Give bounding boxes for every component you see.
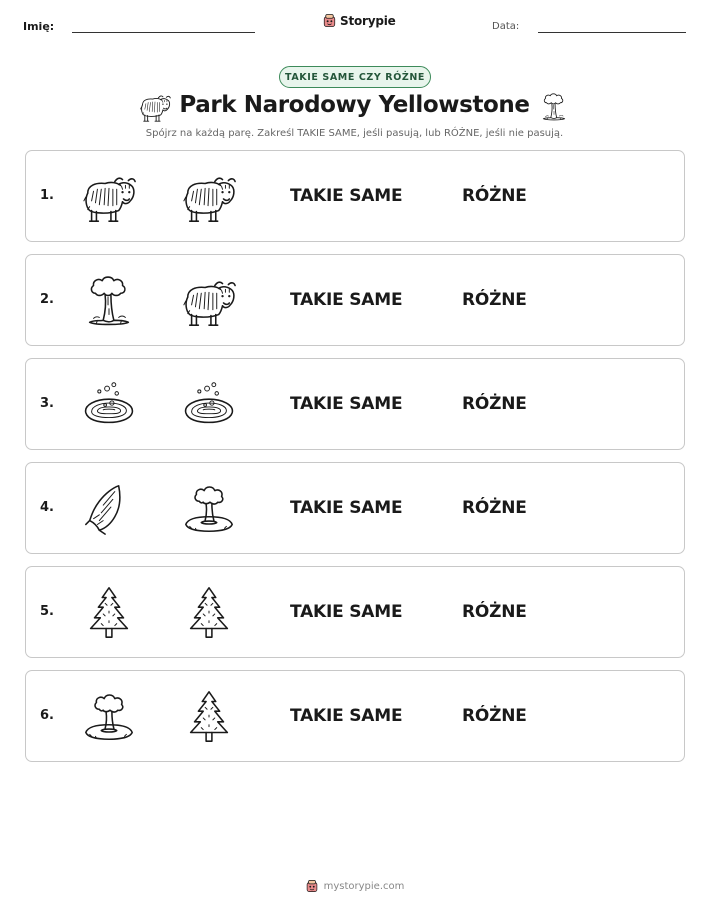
hot-spring-icon xyxy=(80,375,138,435)
arrowhead-icon xyxy=(80,479,138,539)
comparison-row xyxy=(25,254,685,346)
instructions: Spójrz na każdą parę. Zakreśl TAKIE SAME, jeśli pasują, lub RÓŻNE, jeśli nie pasują. xyxy=(145,128,564,139)
geyser-icon xyxy=(80,271,138,331)
geyser-icon xyxy=(538,90,570,124)
footer-site: mystorypie.com xyxy=(323,880,405,892)
name-label: Imię: xyxy=(23,20,55,33)
row-number: 2. xyxy=(40,292,54,307)
option-different[interactable]: RÓŻNE xyxy=(462,394,527,414)
bison-icon xyxy=(180,167,238,227)
bison-icon xyxy=(80,167,138,227)
option-different[interactable]: RÓŻNE xyxy=(462,602,527,622)
option-same[interactable]: TAKIE SAME xyxy=(290,602,403,622)
date-label: Data: xyxy=(492,21,520,32)
option-different[interactable]: RÓŻNE xyxy=(462,290,527,310)
geyser-hole-icon xyxy=(80,687,138,747)
row-number: 6. xyxy=(40,708,54,723)
pine-tree-icon xyxy=(180,583,238,643)
date-write-line[interactable] xyxy=(538,32,686,33)
option-same[interactable]: TAKIE SAME xyxy=(290,186,403,206)
option-same[interactable]: TAKIE SAME xyxy=(290,290,403,310)
page-title: Park Narodowy Yellowstone xyxy=(179,92,530,118)
worksheet-type-badge: TAKIE SAME CZY RÓŻNE xyxy=(279,66,431,88)
row-number: 3. xyxy=(40,396,54,411)
hot-spring-icon xyxy=(180,375,238,435)
footer xyxy=(0,879,709,893)
option-different[interactable]: RÓŻNE xyxy=(462,186,527,206)
option-same[interactable]: TAKIE SAME xyxy=(290,394,403,414)
row-number: 1. xyxy=(40,188,54,203)
geyser-hole-icon xyxy=(180,479,238,539)
storypie-logo-icon xyxy=(322,13,337,28)
comparison-row xyxy=(25,566,685,658)
option-different[interactable]: RÓŻNE xyxy=(462,498,527,518)
bison-icon xyxy=(180,271,238,331)
row-number: 5. xyxy=(40,604,54,619)
worksheet-header xyxy=(0,0,709,50)
comparison-rows xyxy=(25,150,685,774)
title-row xyxy=(0,90,709,126)
option-same[interactable]: TAKIE SAME xyxy=(290,706,403,726)
pine-tree-icon xyxy=(80,583,138,643)
brand-logo xyxy=(322,13,396,28)
storypie-logo-icon xyxy=(305,879,319,893)
option-same[interactable]: TAKIE SAME xyxy=(290,498,403,518)
comparison-row xyxy=(25,670,685,762)
pine-tree-icon xyxy=(180,687,238,747)
brand-name: Storypie xyxy=(340,13,396,28)
name-write-line[interactable] xyxy=(72,32,255,33)
comparison-row xyxy=(25,150,685,242)
row-number: 4. xyxy=(40,500,54,515)
comparison-row xyxy=(25,358,685,450)
option-different[interactable]: RÓŻNE xyxy=(462,706,527,726)
comparison-row xyxy=(25,462,685,554)
